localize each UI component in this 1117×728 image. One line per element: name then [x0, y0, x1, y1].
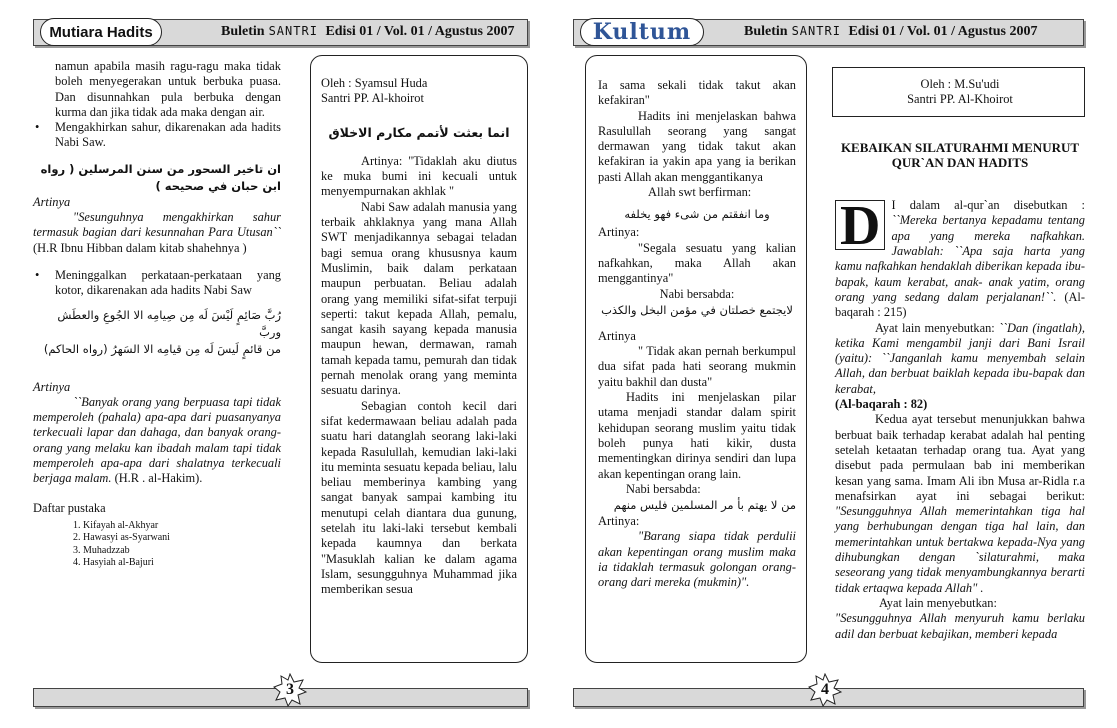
bulletin-name: SANTRI: [268, 24, 318, 38]
header-info: [744, 24, 1038, 40]
author: Oleh : M.Su'udi: [920, 77, 1000, 91]
paragraph: namun apabila masih ragu-ragu maka tidak boleh menyegerakan untuk berbuka puasa. Dan disunnahkan pula berbuka dengan kurma dan jika tidak ada maka dengan air.: [55, 59, 281, 119]
column-silaturahmi: [835, 77, 1085, 642]
paragraph: Hadits ini menjelaskan bahwa Rasulullah seorang yang sangat dermawan yang tidak takut akan kefakiran ia yakin apa yang ia berikan pasti Allah akan menggantikanya: [598, 108, 796, 184]
nabi-bersabda: Nabi bersabda:: [626, 481, 701, 496]
rubric-title: Mutiara Hadits: [49, 23, 153, 41]
edition-label: Edisi 01 / Vol. 01 / Agustus 2007: [848, 24, 1038, 39]
page-number-badge: [808, 673, 842, 707]
translation: "Barang siapa tidak perdulii akan kepentingan orang muslim maka ia tidaklah termasuk golongan orang-orang dari mereka (mukmin)".: [598, 529, 796, 590]
artinya-label: Artinya: [33, 379, 71, 394]
edition-label: Edisi 01 / Vol. 01 / Agustus 2007: [325, 24, 515, 39]
quote: ``Mereka bertanya kepadamu tentang apa yang mereka nafkahkan. Jawablah: ``Apa saja harta yang kamu nafkahkan hendaklah diberikan kepada ibu-bapak, kaum kerabat, anak- anak yatim, orang orang yang sedang dalam perjalanan!``.: [835, 213, 1085, 304]
bulletin-name: SANTRI: [791, 24, 841, 38]
rubric-badge: [580, 18, 704, 46]
bulletin-label: Buletin: [221, 24, 265, 39]
paragraph: I dalam al-qur`an disebutkan :: [891, 198, 1085, 213]
header-info: [221, 24, 515, 40]
paragraph: Ayat lain menyebutkan:: [875, 320, 999, 335]
artinya-label: Artinya: [598, 328, 636, 343]
translation: "Segala sesuatu yang kalian nafkahkan, maka Allah akan menggantinya": [598, 240, 796, 286]
rubric-badge: [40, 18, 162, 46]
bibliography-item: 3. Muhadzzab: [83, 545, 281, 558]
paragraph: Sebagian contoh kecil dari sifat kedermawaan beliau adalah pada suatu hari datanglah seorang laki-laki kepada Rasulullah, kemudian laki-laki itu meminta sesuatu kepada beliau, lalu beliau memberinya kambing yang sangat banyak sampai kambing itu menutupi celah diantara dua gunung, setelah itu laki-laki tersebut kembali kepada kaumnya dan berkata "Masuklah kalian ke dalam agama Islam, sesungguhnya Muhammad jika memberikan sesua: [321, 398, 517, 597]
translation: "Sesunguhnya mengakhirkan sahur termasuk bagian dari kesunnahan Para Utusan``: [33, 210, 281, 240]
arabic-verse: وما انفقتم من شىء فهو يخلفه: [624, 207, 770, 222]
article-title: KEBAIKAN SILATURAHMI MENURUT QUR`AN DAN HADITS: [840, 139, 1080, 170]
arabic-hadith: لايجتمع خصلتان في مؤمن البخل والكذب: [601, 302, 793, 317]
paragraph: Nabi Saw adalah manusia yang terbaik ahklaknya yang mana Allah SWT menjadikannya sebagai teladan bagi semua orang khususnya kaum Muslimin, baik dalam perkataan maupun perbuatan. Beliau adalah orang yang memiliki sifat-sifat terpuji seperti: takut kepada Allah, pemalu, sangat kasih sayang kepada manusia maupun hewan, dermawan, ramah tamah kepada tamu, pemurah dan tidak pernah menolak orang yang meminta sesuatu darinya.: [321, 199, 517, 398]
page-number: 3: [286, 681, 294, 698]
author: Oleh : Syamsul Huda: [321, 76, 428, 90]
arabic-hadith: من لا يهتم بأ مر المسلمين فليس منهم: [613, 498, 796, 513]
rubric-title: Kultum: [592, 19, 692, 45]
arabic-hadith: ان تاخير السحور من سنن المرسلين ( رواه ابن حبان في صحيحه ): [40, 161, 281, 193]
translation-source: (H.R . al-Hakim).: [111, 471, 203, 486]
bibliography-list: [33, 520, 281, 570]
bibliography-title: Daftar pustaka: [33, 500, 106, 515]
paragraph: Hadits ini menjelaskan pilar utama menjadi standar dalam spirit kehidupan seorang muslim yaitu tidak boleh punya hati kikir, dusta mementingkan dirinya sendiri dan lupa akan kepentingan orang lain.: [598, 390, 796, 481]
paragraph: Artinya: "Tidaklah aku diutus ke muka bumi ini kecuali untuk menyempurnakan akhlak ": [321, 153, 517, 199]
translation: " Tidak akan pernah berkumpul dua sifat pada hati seorang mukmin yaitu bakhil dan dusta": [598, 344, 796, 389]
arabic-hadith: من قائمٍ لَيسَ لَه مِن قيامِه الا السَهرُ (رواه الحاكم): [43, 341, 281, 356]
left-header-bar: [33, 19, 528, 46]
quote: "Sesungguhnya Allah memerintahkan tiga hal yang berhubungan dengan tiga hal lain, dan memerintahkan untuk bertakwa kepada-Nya yang dihubungkan dengan `silaturahmi, maka seseorang yang tidak menyambungkannya berarti tidak ertaqwa kepada Allah" .: [835, 504, 1085, 595]
paragraph: Allah swt berfirman:: [648, 185, 752, 200]
paragraph: Kedua ayat tersebut menunjukkan bahwa berbuat baik terhadap kerabat adalah hal penting setelah ketaatan terhadap orang tua. Ayat yang disebut pada permulaan bab ini memberikan kesan yang sama. Imam Ali ibn Musa ar-Ridla r.a menafsirkan ayat ini sebagai berikut:: [835, 412, 1085, 503]
drop-cap: D: [835, 200, 885, 250]
quote: "Sesungguhnya Allah menyuruh kamu berlaku adil dan berbuat kebajikan, memberi kepada: [835, 611, 1085, 641]
bibliography-item: 2. Hawasyi as-Syarwani: [83, 532, 281, 545]
bulletin-label: Buletin: [744, 24, 788, 39]
artinya-label: Artinya: [33, 194, 71, 209]
page-number-badge: [273, 673, 307, 707]
bullet-item: • Mengakhirkan sahur, dikarenakan ada hadits Nabi Saw.: [33, 120, 281, 151]
translation-source: (H.R Ibnu Hibban dalam kitab shahehnya ): [33, 240, 247, 255]
quote-source: (Al-baqarah : 215): [835, 289, 1085, 320]
affiliation: Santri PP. Al-Khoirot: [907, 92, 1013, 107]
artinya-label: Artinya:: [598, 225, 640, 240]
paragraph: Ayat lain menyebutkan:: [879, 595, 997, 610]
quote-source: (Al-baqarah : 82): [835, 397, 928, 412]
column-kultum: [598, 78, 796, 591]
column-mutiara-hadits: [33, 59, 281, 570]
translation: ``Banyak orang yang berpuasa tapi tidak memperoleh (pahala) apa-apa dari puasanyanya terkecuali lapar dan dahaga, dan banyak orang- orang yang melaku kan ibadah malam tapi tidak memperoleh apa-apa dari shalatnya terkecuali berjaga malam.: [33, 394, 281, 486]
paragraph: Ia sama sekali tidak takut akan kefakiran": [598, 78, 796, 108]
arabic-hadith: رُبَّ صَائِمٍ لَيْسَ لَه مِن صِيامِه الا الجُوعِ والعطَش وربَّ: [57, 307, 281, 339]
page-number: 4: [821, 681, 829, 698]
right-header-bar: [573, 19, 1084, 46]
arabic-title: انما بعثت لأتمم مكارم الاخلاق: [328, 124, 510, 140]
bibliography-item: 1. Kifayah al-Akhyar: [83, 520, 281, 533]
bibliography-item: 4. Hasyiah al-Bajuri: [83, 557, 281, 570]
affiliation: Santri PP. Al-khoirot: [321, 91, 424, 106]
bullet-item: • Meninggalkan perkataan-perkataan yang kotor, dikarenakan ada hadits Nabi Saw: [33, 268, 281, 299]
nabi-bersabda: Nabi bersabda:: [659, 286, 735, 301]
column-akhlak: [321, 76, 517, 598]
artinya-label: Artinya:: [598, 514, 640, 529]
quote: ``Dan (ingatlah), ketika Kami mengambil janji dari Bani Israil (yaitu): ``Janganlah kamu menyembah selain Allah, dan berbuat baiklah kepada ibu-bapak dan kerabat,: [835, 320, 1086, 396]
